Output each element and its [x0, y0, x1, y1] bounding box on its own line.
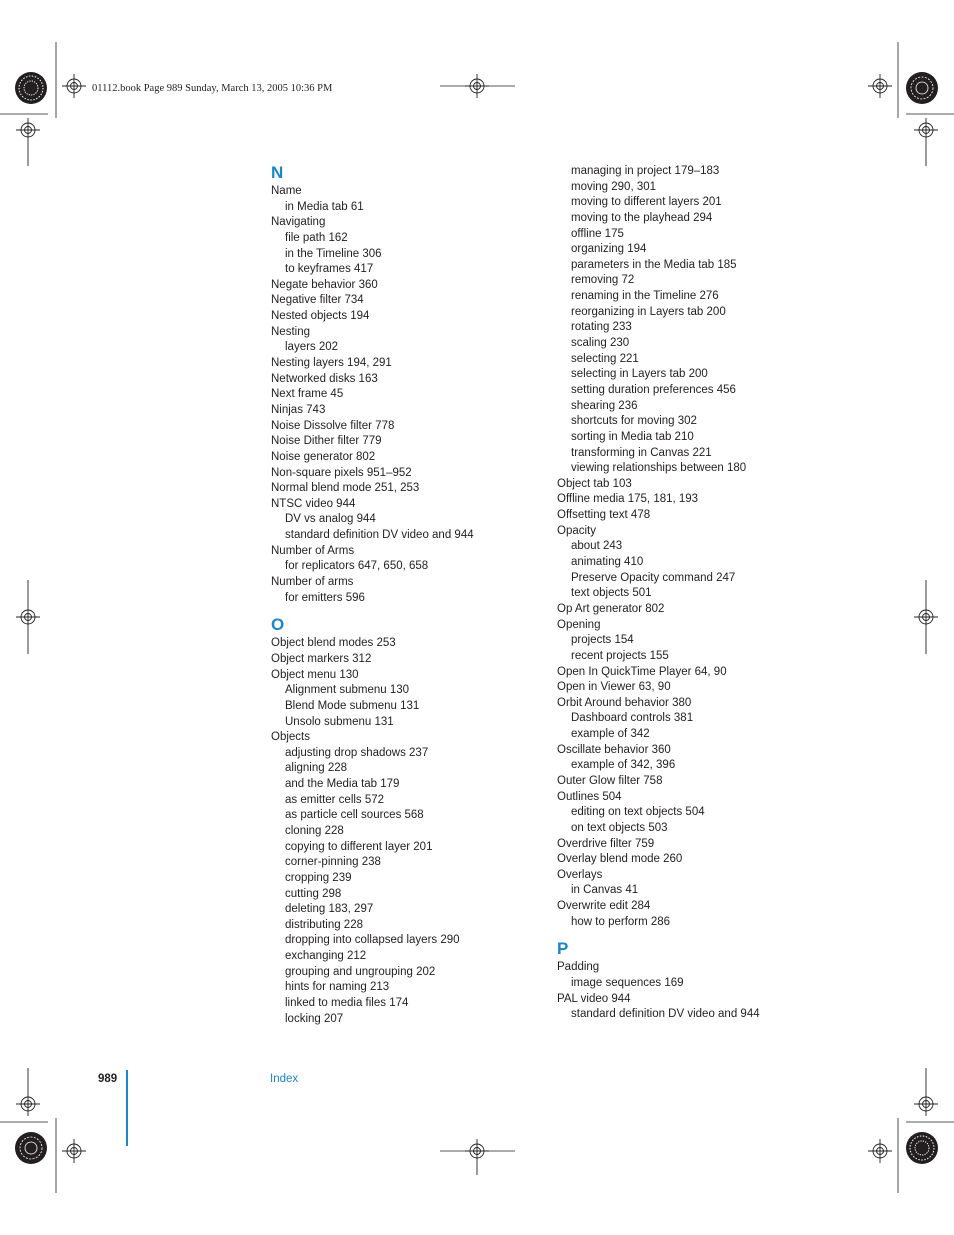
index-entry: Outer Glow filter 758 — [557, 774, 663, 787]
index-entry: Overdrive filter 759 — [557, 837, 655, 850]
index-entry: PAL video 944 — [557, 992, 631, 1005]
footer-divider — [126, 1070, 128, 1146]
index-entry: Open in Viewer 63, 90 — [557, 681, 671, 694]
index-entry: Nested objects 194 — [271, 310, 370, 323]
index-entry: Overlay blend mode 260 — [557, 853, 683, 866]
index-entry: NTSC video 944 — [271, 497, 356, 510]
index-entry: Object blend modes 253 — [271, 637, 396, 650]
index-entry: Negative filter 734 — [271, 294, 364, 307]
index-entry: Overwrite edit 284 — [557, 900, 651, 913]
index-subentry: in Media tab 61 — [285, 200, 364, 213]
index-subentry: recent projects 155 — [571, 649, 669, 662]
index-subentry: standard definition DV video and 944 — [285, 529, 474, 542]
index-entry: Oscillate behavior 360 — [557, 743, 671, 756]
index-subentry: removing 72 — [571, 274, 635, 287]
index-entry: Overlays — [557, 868, 603, 881]
index-column-left — [271, 164, 541, 1027]
section-gap — [271, 606, 541, 616]
index-subentry: viewing relationships between 180 — [571, 462, 747, 475]
index-subentry: organizing 194 — [571, 243, 647, 256]
index-subentry: offline 175 — [571, 227, 624, 240]
index-subentry: Preserve Opacity command 247 — [571, 571, 736, 584]
index-subentry: transforming in Canvas 221 — [571, 446, 712, 459]
index-subentry: DV vs analog 944 — [285, 513, 376, 526]
index-entry: Nesting layers 194, 291 — [271, 357, 392, 370]
index-entry: Outlines 504 — [557, 790, 622, 803]
index-letter-heading: N — [271, 163, 284, 182]
index-entry: Ninjas 743 — [271, 403, 326, 416]
index-subentry: aligning 228 — [285, 762, 348, 775]
index-subentry: layers 202 — [285, 341, 339, 354]
index-column-right — [557, 164, 827, 1023]
index-subentry: copying to different layer 201 — [285, 840, 433, 853]
index-subentry: shortcuts for moving 302 — [571, 415, 697, 428]
index-subentry: adjusting drop shadows 237 — [285, 746, 429, 759]
index-subentry: selecting in Layers tab 200 — [571, 368, 708, 381]
index-subentry: shearing 236 — [571, 399, 638, 412]
index-subentry: image sequences 169 — [571, 977, 684, 990]
index-subentry: grouping and ungrouping 202 — [285, 965, 436, 978]
index-subentry: exchanging 212 — [285, 950, 367, 963]
index-subentry: distributing 228 — [285, 918, 363, 931]
index-subentry: managing in project 179–183 — [571, 165, 720, 177]
index-letter-heading: O — [271, 615, 285, 635]
index-subentry: as particle cell sources 568 — [285, 809, 424, 822]
index-entry: Orbit Around behavior 380 — [557, 696, 692, 709]
index-entry: Object markers 312 — [271, 652, 372, 665]
index-subentry: editing on text objects 504 — [571, 806, 705, 819]
index-subentry: moving to the playhead 294 — [571, 211, 713, 224]
index-entry: Noise Dither filter 779 — [271, 435, 382, 448]
index-entry: Op Art generator 802 — [557, 602, 665, 615]
index-subentry: example of 342, 396 — [571, 759, 676, 772]
index-subentry: standard definition DV video and 944 — [571, 1008, 760, 1021]
index-subentry: example of 342 — [571, 728, 650, 741]
index-subentry: projects 154 — [571, 634, 634, 647]
index-subentry: as emitter cells 572 — [285, 793, 385, 806]
index-entry: Noise generator 802 — [271, 450, 376, 463]
index-subentry: scaling 230 — [571, 337, 630, 350]
index-subentry: rotating 233 — [571, 321, 632, 334]
index-subentry: renaming in the Timeline 276 — [571, 290, 719, 303]
index-subentry: about 243 — [571, 540, 623, 553]
index-subentry: dropping into collapsed layers 290 — [285, 934, 460, 947]
index-entry: Normal blend mode 251, 253 — [271, 482, 420, 495]
index-subentry: in Canvas 41 — [571, 884, 639, 897]
index-entry: Padding — [557, 961, 600, 974]
index-entry: Navigating — [271, 216, 326, 229]
index-subentry: Unsolo submenu 131 — [285, 715, 394, 728]
footer-section-label: Index — [270, 1073, 299, 1085]
index-subentry: reorganizing in Layers tab 200 — [571, 305, 726, 318]
index-entry: Object tab 103 — [557, 477, 632, 490]
index-subentry: for emitters 596 — [285, 591, 365, 604]
index-subentry: Alignment submenu 130 — [285, 684, 410, 697]
index-subentry: Blend Mode submenu 131 — [285, 699, 420, 712]
page-number: 989 — [98, 1073, 118, 1085]
index-entry: Opening — [557, 618, 601, 631]
index-subentry: corner-pinning 238 — [285, 856, 381, 869]
index-subentry: moving to different layers 201 — [571, 196, 722, 209]
index-subentry: locking 207 — [285, 1012, 344, 1025]
index-entry: Number of Arms — [271, 544, 355, 557]
index-entry: Open In QuickTime Player 64, 90 — [557, 665, 727, 678]
index-entry: Number of arms — [271, 576, 354, 589]
index-letter-heading: P — [557, 939, 569, 959]
index-subentry: parameters in the Media tab 185 — [571, 258, 737, 271]
index-subentry: selecting 221 — [571, 352, 639, 365]
index-subentry: for replicators 647, 650, 658 — [285, 560, 429, 573]
index-entry: Object menu 130 — [271, 668, 359, 681]
index-subentry: moving 290, 301 — [571, 180, 657, 193]
index-entry: Objects — [271, 731, 310, 744]
index-subentry: sorting in Media tab 210 — [571, 430, 694, 443]
index-entry: Offline media 175, 181, 193 — [557, 493, 699, 506]
index-entry: Nesting — [271, 325, 310, 338]
index-subentry: cutting 298 — [285, 887, 342, 900]
index-subentry: text objects 501 — [571, 587, 652, 600]
index-subentry: in the Timeline 306 — [285, 247, 382, 260]
index-subentry: to keyframes 417 — [285, 263, 374, 276]
index-entry: Negate behavior 360 — [271, 278, 378, 291]
print-header-stamp: 01112.book Page 989 Sunday, March 13, 2005 10:36 PM — [92, 83, 333, 94]
index-entry: Noise Dissolve filter 778 — [271, 419, 395, 432]
index-subentry: on text objects 503 — [571, 821, 668, 834]
index-entry: Name — [271, 185, 302, 197]
index-subentry: setting duration preferences 456 — [571, 383, 736, 396]
index-subentry: cloning 228 — [285, 824, 344, 837]
index-subentry: Dashboard controls 381 — [571, 712, 694, 725]
index-entry: Opacity — [557, 524, 596, 537]
index-subentry: animating 410 — [571, 556, 644, 569]
section-gap — [557, 930, 827, 940]
index-entry: Next frame 45 — [271, 388, 344, 401]
index-subentry: cropping 239 — [285, 871, 352, 884]
index-subentry: file path 162 — [285, 231, 348, 244]
index-subentry: how to perform 286 — [571, 915, 671, 928]
index-subentry: deleting 183, 297 — [285, 903, 374, 916]
index-subentry: linked to media files 174 — [285, 997, 409, 1010]
index-entry: Networked disks 163 — [271, 372, 378, 385]
index-subentry: hints for naming 213 — [285, 981, 390, 994]
index-entry: Offsetting text 478 — [557, 509, 651, 522]
index-subentry: and the Media tab 179 — [285, 778, 400, 791]
index-entry: Non-square pixels 951–952 — [271, 466, 412, 479]
